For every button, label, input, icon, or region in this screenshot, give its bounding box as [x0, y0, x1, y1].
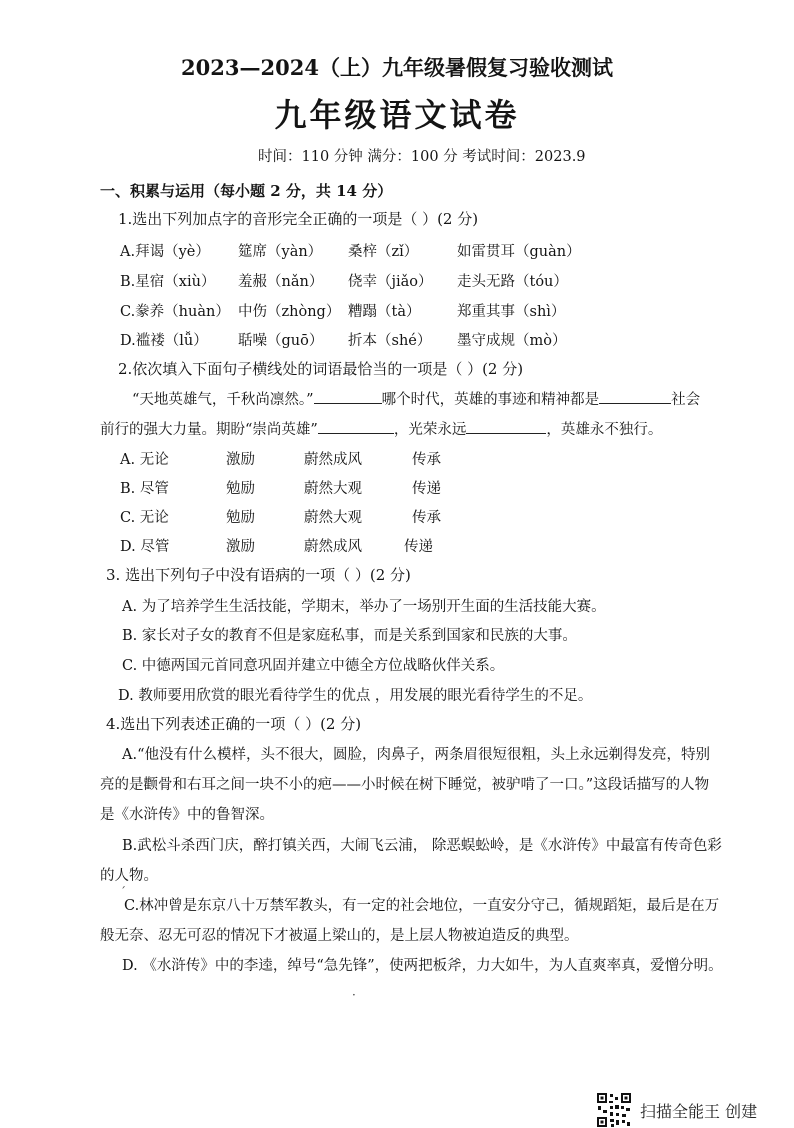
question-4-option-c-line-2: 般无奈、忍无可忍的情况下才被逼上梁山的，是上层人物被迫造反的典型。: [100, 928, 579, 944]
section-heading: 一、积累与运用（每小题 2 分，共 14 分）: [100, 182, 393, 200]
question-4-option-a-line-2: 亮的是颧骨和右耳之间一块不小的疤——小时候在树下睡觉，被驴啃了一口。”这段话描写的人物: [100, 777, 710, 793]
exam-info: 时间：110 分钟 满分：100 分 考试时间：2023.9: [258, 149, 586, 165]
page-title: 九年级语文试卷: [274, 96, 520, 134]
scan-mark: ·: [352, 988, 356, 1002]
question-4-option-a-line-1: A.“他没有什么模样，头不很大，圆脸，肉鼻子，两条眉很短很粗，头上永远剃得发亮，特别: [122, 747, 710, 763]
question-1-stem: 1.选出下列加点字的音形完全正确的一项是（ ）(2 分): [118, 210, 479, 228]
question-4-option-d: D. 《水浒传》中的李逵，绰号“急先锋”，使两把板斧，力大如牛，为人直爽率真，爱憎分明。: [122, 958, 723, 974]
question-4-stem: 4.选出下列表述正确的一项（ ）(2 分): [106, 715, 362, 733]
question-3-option-b: B. 家长对子女的教育不但是家庭私事，而是关系到国家和民族的大事。: [122, 628, 577, 644]
question-4-option-b-line-2: 的人物。: [100, 868, 158, 884]
question-4-option-b-line-1: B.武松斗杀西门庆，醉打镇关西，大闹飞云浦， 除恶蜈蚣岭，是《水浒传》中最富有传奇色彩: [122, 838, 722, 854]
exam-series-title: 2023—2024（上）九年级暑假复习验收测试: [181, 55, 613, 80]
qr-code-icon: [596, 1092, 632, 1128]
question-4-option-c-line-1: C.林冲曾是东京八十万禁军教头，有一定的社会地位，一直安分守己，循规蹈矩，最后是在万: [124, 898, 720, 914]
answer-blank-1: [314, 389, 382, 404]
question-3-stem: 3. 选出下列句子中没有语病的一项（ ）(2 分): [106, 566, 411, 584]
scan-mark: ˊ: [120, 885, 126, 899]
exam-page: 2023—2024（上）九年级暑假复习验收测试 九年级语文试卷 时间：110 分钟 满分：100 分 考试时间：2023.9 一、积累与运用（每小题 2 分，共 14 分） 1.选出下列加点字的音形完全正确的一项是（ ）(2 分) A.拜谒（yè） 筵席（yàn） 桑梓（zǐ） 如雷贯耳（guàn） B.星宿（xiù） 羞赧（nǎn） 侥幸（jiǎo） 走头无路（tóu） C.豢养（huàn） 中伤（zhòng） 糟蹋（tà） 郑重其事（shì） D.褴褛（lǚ） 聒噪（guō） 折本（shé） 墨守成规（mò） 2.依次填入下面句子横线处的词语最恰当的一项是（ ）(2 分) “天地英雄气，千秋尚凛然。” 哪个时代，英雄的事迹和精神都是 社会 前行的强大力量。期盼“崇尚英雄” ，光荣永远 ，英雄永不独行。 A. 无论 激励 蔚然成风 传承 B. 尽管 勉励 蔚然大观 传递 C. 无论 勉励 蔚然大观 传承 D. 尽管 激励 蔚然成风 传递 3. 选出下列句子中没有语病的一项（ ）(2 分) A. 为了培养学生生活技能，学期末，举办了一场别开生面的生活技能大赛。 B. 家长对子女的教育不但是家庭私事，而是关系到国家和民族的大事。 C. 中德两国元首同意巩固并建立中德全方位战略伙伴关系。 D. 教师要用欣赏的眼光看待学生的优点 ，用发展的眼光看待学生的不足。 4.选出下列表述正确的一项（ ）(2 分) A.“他没有什么模样，头不很大，圆脸，肉鼻子，两条眉很短很粗，头上永远剃得发亮，特别 亮的是颧骨和右耳之间一块不小的疤——小时候在树下睡觉，被驴啃了一口。”这段话描写的人物 是《水浒传》中的鲁智深。 B.武松斗杀西门庆，醉打镇关西，大闹飞云浦， 除恶蜈蚣岭，是《水浒传》中最富有传奇色彩 的人物。 C.林冲曾是东京八十万禁军教头，有一定的社会地位，一直安分守己，循规蹈矩，最后是在万 般无奈、忍无可忍的情况下才被逼上梁山的，是上层人物被迫造反的典型。 D. 《水浒传》中的李逵，绰号“急先锋”，使两把板斧，力大如牛，为人直爽率真，爱憎分明。 ˊ · 扫描全能王 创建: [0, 0, 794, 1124]
question-3-option-c: C. 中德两国元首同意巩固并建立中德全方位战略伙伴关系。: [122, 658, 505, 674]
question-2-stem: 2.依次填入下面句子横线处的词语最恰当的一项是（ ）(2 分): [118, 360, 524, 378]
question-3-option-a: A. 为了培养学生生活技能，学期末，举办了一场别开生面的生活技能大赛。: [122, 599, 606, 615]
question-2-passage-line-1: “天地英雄气，千秋尚凛然。” 哪个时代，英雄的事迹和精神都是 社会: [132, 388, 700, 409]
answer-blank-4: [466, 419, 546, 434]
scanner-watermark: 扫描全能王 创建: [640, 1102, 758, 1121]
answer-blank-3: [318, 419, 394, 434]
question-3-option-d: D. 教师要用欣赏的眼光看待学生的优点 ，用发展的眼光看待学生的不足。: [118, 688, 593, 704]
question-2-passage-line-2: 前行的强大力量。期盼“崇尚英雄” ，光荣永远 ，英雄永不独行。: [100, 418, 662, 439]
question-4-option-a-line-3: 是《水浒传》中的鲁智深。: [100, 807, 274, 823]
answer-blank-2: [599, 389, 671, 404]
